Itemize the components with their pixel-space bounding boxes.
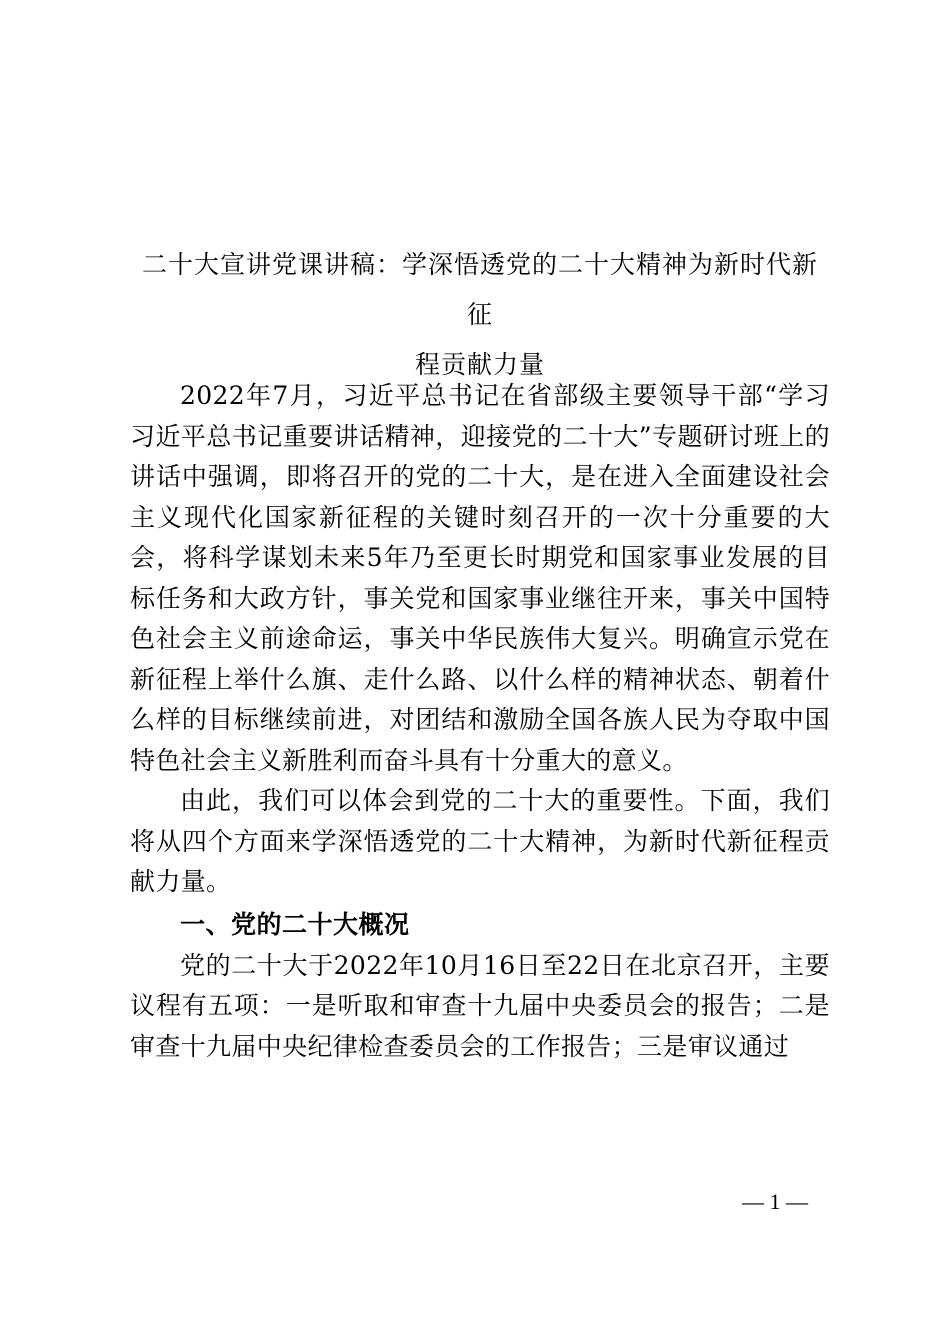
- section-paragraph: 党的二十大于2022年10月16日至22日在北京召开，主要议程有五项：一是听取和审查十九届中央委员会的报告；二是审查十九届中央纪律检查委员会的工作报告；三是审议通过: [130, 950, 830, 1061]
- document-title: [130, 240, 830, 390]
- section-heading: 一、党的二十大概况: [180, 909, 410, 939]
- document-title-line-2: 程贡献力量: [414, 350, 545, 379]
- document-body: [130, 376, 830, 1067]
- body-paragraph-2: 由此，我们可以体会到党的二十大的重要性。下面，我们将从四个方面来学深悟透党的二十大精神，为新时代新征程贡献力量。: [130, 786, 830, 896]
- page-number: — 1 —: [742, 1189, 808, 1214]
- body-paragraph-1: 2022年7月，习近平总书记在省部级主要领导干部“学习习近平总书记重要讲话精神，迎接党的二十大”专题研讨班上的讲话中强调，即将召开的党的二十大，是在进入全面建设社会主义现代化国家新征程的关键时刻召开的一次十分重要的大会，将科学谋划未来5年乃至更长时期党和国家事业发展的目标任务和大政方针，事关党和国家事业继往开来，事关中国特色社会主义前途命运，事关中华民族伟大复兴。明确宣示党在新征程上举什么旗、走什么路、以什么样的精神状态、朝着什么样的目标继续前进，对团结和激励全国各族人民为夺取中国特色社会主义新胜利而奋斗具有十分重大的意义。: [130, 381, 830, 775]
- document-title-line-1: 二十大宣讲党课讲稿：学深悟透党的二十大精神为新时代新征: [141, 250, 818, 329]
